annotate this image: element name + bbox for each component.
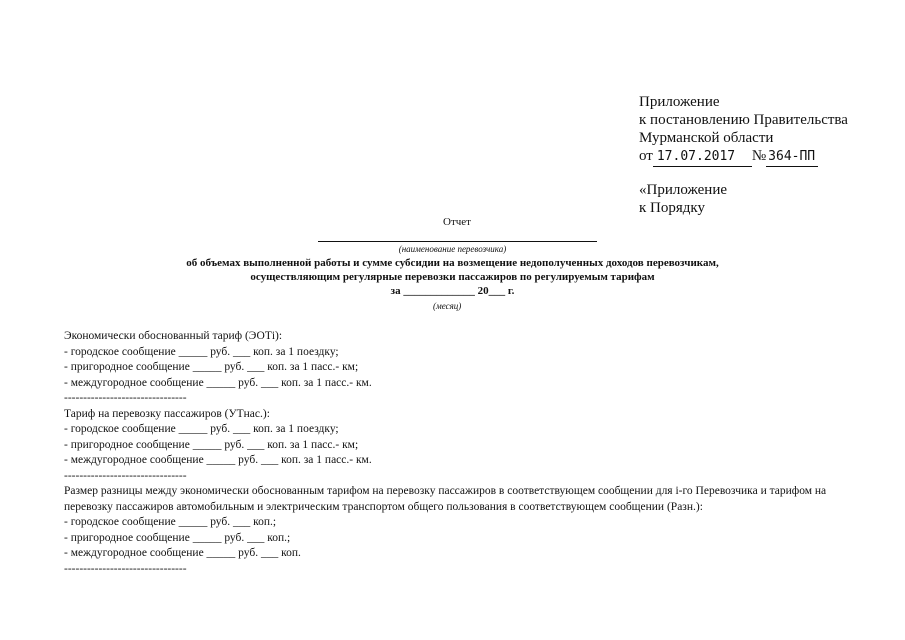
- appendix-line-3: Мурманской области: [639, 130, 774, 146]
- eot-title: Экономически обоснованный тариф (ЭОТi):: [64, 330, 283, 342]
- ut-title: Тариф на перевозку пассажиров (УТнас.):: [64, 407, 270, 420]
- appendix2-line-1: «Приложение: [639, 182, 728, 198]
- appendix-line-2: к постановлению Правительства: [639, 112, 848, 128]
- report-heading-line-2: осуществляющим регулярные перевозки пассажиров по регулируемым тарифам: [250, 271, 655, 283]
- carrier-caption: (наименование перевозчика): [398, 244, 507, 254]
- report-period: за _____________ 20___ г.: [390, 285, 515, 297]
- report-heading: [0, 256, 905, 284]
- ut-city: - городское сообщение _____ руб. ___ коп. за 1 поездку;: [64, 423, 339, 435]
- month-caption: (месяц): [433, 301, 462, 311]
- appendix-date-line: [639, 147, 899, 167]
- appendix-to-procedure: [639, 181, 727, 217]
- eot-suburban: - пригородное сообщение _____ руб. ___ коп. за 1 пасс.- км;: [64, 361, 359, 373]
- decree-date: 17.07.2017: [653, 148, 752, 167]
- diff-text: Размер разницы между экономически обоснованным тарифом на перевозку пассажиров в соответствующем сообщении для i-го Перевозчика и тарифом на перевозку пассажиров автомобильным и электрическим транспортом общего пользования в соответствующем сообщении (Разн.):: [64, 485, 827, 513]
- report-heading-line-1: об объемах выполненной работы и сумме субсидии на возмещение недополученных доходов перевозчикам,: [186, 257, 719, 269]
- eot-intercity: - междугородное сообщение _____ руб. ___ коп. за 1 пасс.- км.: [64, 376, 372, 389]
- diff-intercity: - междугородное сообщение _____ руб. ___ коп.: [64, 547, 301, 559]
- decree-number: 364-ПП: [766, 148, 818, 167]
- appendix2-line-2: к Порядку: [639, 200, 705, 216]
- appendix-line-1: Приложение: [639, 94, 720, 110]
- eot-city: - городское сообщение _____ руб. ___ коп. за 1 поездку;: [64, 345, 339, 358]
- report-title-text: Отчет: [443, 216, 471, 228]
- ut-separator: --------------------------------: [64, 469, 187, 482]
- carrier-name-line: [318, 241, 597, 242]
- date-prefix: от: [639, 148, 653, 164]
- ut-intercity: - междугородное сообщение _____ руб. ___ коп. за 1 пасс.- км.: [64, 454, 372, 466]
- diff-city: - городское сообщение _____ руб. ___ коп.;: [64, 516, 277, 528]
- number-prefix: №: [751, 148, 767, 164]
- report-body: [64, 329, 864, 577]
- diff-suburban: - пригородное сообщение _____ руб. ___ коп.;: [64, 531, 291, 544]
- ut-suburban: - пригородное сообщение _____ руб. ___ коп. за 1 пасс.- км;: [64, 438, 359, 451]
- eot-separator: --------------------------------: [64, 392, 187, 404]
- diff-separator: --------------------------------: [64, 562, 187, 575]
- appendix-header: [639, 93, 899, 167]
